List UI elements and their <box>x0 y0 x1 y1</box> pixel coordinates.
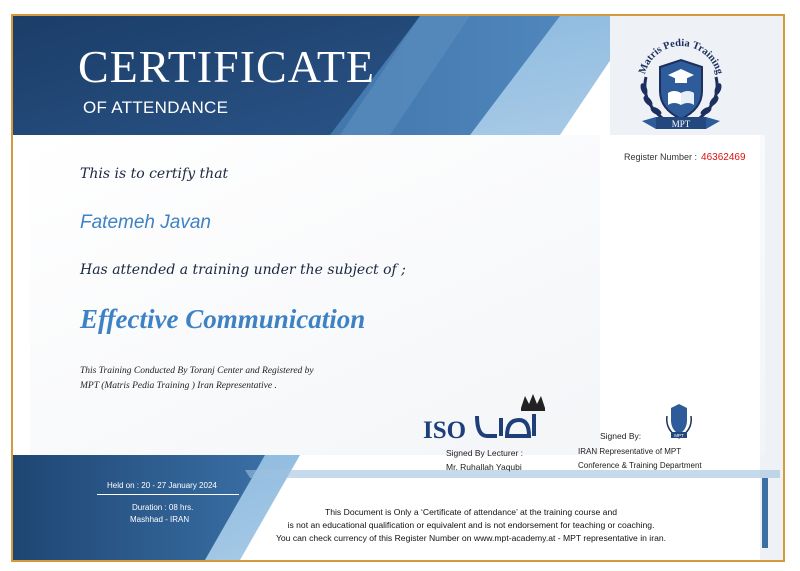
lecturer-label: Signed By Lecturer : <box>446 448 524 458</box>
mpt-seal-icon <box>659 398 699 442</box>
footer-line-2: is not an educational qualification or equivalent and is not endorsement for teaching or coaching. <box>287 520 655 530</box>
footer-disclaimer <box>226 506 716 545</box>
held-on-date: Held on : 20 - 27 January 2024 <box>107 481 217 490</box>
conducted-line-1: This Training Conducted By Toranj Center and Registered by <box>80 366 314 376</box>
certify-line: This is to certify that <box>80 166 229 182</box>
recipient-name: Fatemeh Javan <box>80 212 211 233</box>
conducted-statement <box>80 364 400 394</box>
register-label: Register Number : <box>624 152 698 162</box>
seal-text: MPT <box>674 433 684 438</box>
attended-line: Has attended a training under the subject of ; <box>80 262 406 278</box>
signed-by-label: Signed By: <box>600 431 642 441</box>
conducted-line-2: MPT (Matris Pedia Training ) Iran Representative . <box>80 381 277 391</box>
lecturer-name: Mr. Ruhallah Yaqubi <box>446 462 522 472</box>
register-number <box>624 152 746 163</box>
iso-logo <box>421 392 551 442</box>
certificate-title: CERTIFICATE <box>78 41 376 92</box>
register-number-value: 46362469 <box>701 152 746 163</box>
representative-line-1: IRAN Representative of MPT <box>578 447 682 456</box>
footer-line-1: This Document is Only a ‘Certificate of attendance’ at the training course and <box>324 507 618 517</box>
footer-line-3: You can check currency of this Register Number on www.mpt-academy.at - MPT representative in iran. <box>275 533 667 543</box>
certificate-subtitle: OF ATTENDANCE <box>83 98 229 117</box>
course-location: Mashhad - IRAN <box>130 515 190 524</box>
iso-text: ISO <box>423 417 467 442</box>
logo-arc-text: Matris Pedia Training <box>637 37 725 76</box>
divider <box>97 494 239 495</box>
course-subject: Effective Communication <box>80 304 366 334</box>
representative-line-2: Conference & Training Department <box>578 461 702 470</box>
logo-ribbon-text: MPT <box>671 119 691 129</box>
course-duration: Duration : 08 hrs. <box>132 503 194 512</box>
mpt-logo <box>626 27 736 139</box>
